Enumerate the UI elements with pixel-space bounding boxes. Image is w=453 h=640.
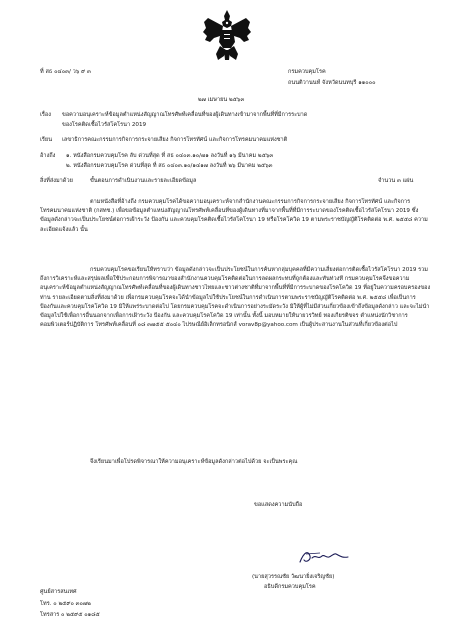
signer-title: อธิบดีกรมควบคุมโรค [264, 584, 316, 590]
sender-organization: กรมควบคุมโรค [288, 69, 326, 75]
subject-label: เรื่อง [40, 112, 52, 118]
body-paragraph-2: กรมควบคุมโรคขอเรียนให้ทราบว่า ข้อมูลดังกล่าวจะเป็นประโยชน์ในการค้นหากลุ่มบุคคลที่มีความเสี่ยงต่อการติดเชื้อไวรัสโคโรนา 2019 รวมถึงการวิเคราะห์และสรุปผลเพื่อใช้ประกอบการพิจารณาของสำนักงานควบคุมโรคติดต่อในการลดผลกระทบที่ถูกต้องและทันท่วงที กรมควบคุมโรคจึงขอความอนุเคราะห์ข้อมูลตำแหน่งสัญญาณโทรศัพท์เคลื่อนที่ของผู้เดินทางชาวไทยและชาวต่างชาติที่มาจากพื้นที่ที่มีการระบาดของโรคโควิด 19 ที่อยู่ในความครอบครองของท่าน รายละเอียดตามสิ่งที่ส่งมาด้วย เพื่อกรมควบคุมโรคจะได้นำข้อมูลไปใช้ประโยชน์ในการดำเนินการตามพระราชบัญญัติโรคติดต่อ พ.ศ. ๒๕๕๘ เพื่อเป็นการป้องกันและควบคุมโรคโควิด 19 มิให้แพร่ระบาดต่อไป โดยกรมควบคุมโรคจะดำเนินการอย่างระมัดระวัง มิให้ผู้ที่ไม่มีส่วนเกี่ยวข้องเข้าถึงข้อมูลดังกล่าว และจะไม่นำข้อมูลไปใช้เพื่อการอื่นนอกจากเพื่อการเฝ้าระวัง ป้องกัน และควบคุมโรคโควิด 19 เท่านั้น ทั้งนี้ มอบหมายให้นายวรวิทย์ ทองเกียรติขจร ตำแหน่งนักวิชาการคอมพิวเตอร์ปฏิบัติการ โทรศัพท์เคลื่อนที่ ๐๘ ๓๗๕๕ ๕๐๔๐ ไปรษณีย์อิเล็กทรอนิกส์ vorav8p@yahoo.com เป็นผู้ประสานงานในส่วนที่เกี่ยวข้องต่อไป [40, 267, 431, 329]
subject-text: ขอความอนุเคราะห์ข้อมูลตำแหน่งสัญญาณโทรศัพท์เคลื่อนที่ของผู้เดินทางเข้ามาจากพื้นที่ที่มีการระบาด [62, 112, 308, 118]
reference-item-2: ๒. หนังสือกรมควบคุมโรค ด่วนที่สุด ที่ สธ ๐๔๐๓.๑๐/๑๔๑๗ ลงวันที่ ๒๖ มีนาคม ๒๕๖๓ [66, 163, 273, 169]
recipient-text: เลขาธิการคณะกรรมการกิจการกระจายเสียง กิจการโทรทัศน์ และกิจการโทรคมนาคมแห่งชาติ [62, 137, 288, 143]
signer-name: (นายสุวรรณชัย วัฒนายิ่งเจริญชัย) [252, 574, 335, 580]
garuda-emblem-icon [202, 8, 252, 62]
body-paragraph-3: จึงเรียนมาเพื่อโปรดพิจารณาให้ความอนุเคราะห์ข้อมูลดังกล่าวต่อไปด้วย จะเป็นพระคุณ [90, 459, 298, 465]
reference-item-1: ๑. หนังสือกรมควบคุมโรค ลับ ด่วนที่สุด ที่ สธ ๐๔๐๓.๑๐/๗๑ ลงวันที่ ๑๖ มีนาคม ๒๕๖๓ [66, 153, 274, 159]
closing-salutation: ขอแสดงความนับถือ [254, 502, 303, 508]
enclosure-label: สิ่งที่ส่งมาด้วย [40, 178, 73, 184]
body-paragraph-1: ตามหนังสือที่อ้างถึง กรมควบคุมโรคได้ขอความอนุเคราะห์จากสำนักงานคณะกรรมการกิจการกระจายเสียง กิจการโทรทัศน์ และกิจการโทรคมนาคมแห่งชาติ (กสทช.) เพื่อขอข้อมูลตำแหน่งสัญญาณโทรศัพท์เคลื่อนที่ของผู้เดินทางที่มาจากพื้นที่ที่มีการระบาดของโรคติดเชื้อไวรัสโคโรนา 2019 ซึ่งข้อมูลดังกล่าวจะเป็นประโยชน์ต่อการเฝ้าระวัง ป้องกัน และควบคุมโรคติดเชื้อไวรัสโคโรนา 19 หรือโรคโควิด 19 ตามพระราชบัญญัติโรคติดต่อ พ.ศ. ๒๕๕๘ ความละเอียดแจ้งแล้ว นั้น [40, 199, 428, 233]
footer-fax: โทรสาร ๐ ๒๕๙๕ ๐๑๘๕ [40, 612, 100, 618]
enclosure-text: ขั้นตอนการดำเนินงานและรายละเอียดข้อมูล [90, 178, 197, 184]
handwritten-signature-icon [296, 548, 352, 566]
reference-label: อ้างถึง [40, 153, 56, 159]
recipient-label: เรียน [40, 137, 53, 143]
subject-text-continued: ของโรคติดเชื้อไวรัสโคโรนา 2019 [62, 122, 147, 128]
footer-department: ศูนย์สารสนเทศ [40, 589, 77, 595]
sender-address: ถนนติวานนท์ จังหวัดนนทบุรี ๑๑๐๐๐ [288, 80, 376, 86]
enclosure-page-count: จำนวน ๓ แผ่น [378, 178, 414, 184]
reference-number: ที่ สธ ๐๔๐๓/ ว๖ ๙ ๓ [40, 69, 91, 75]
letter-date: ๒๗ เมษายน ๒๕๖๓ [198, 97, 245, 103]
footer-telephone: โทร. ๐ ๒๕๙๐ ๓๐๗๒ [40, 601, 91, 607]
